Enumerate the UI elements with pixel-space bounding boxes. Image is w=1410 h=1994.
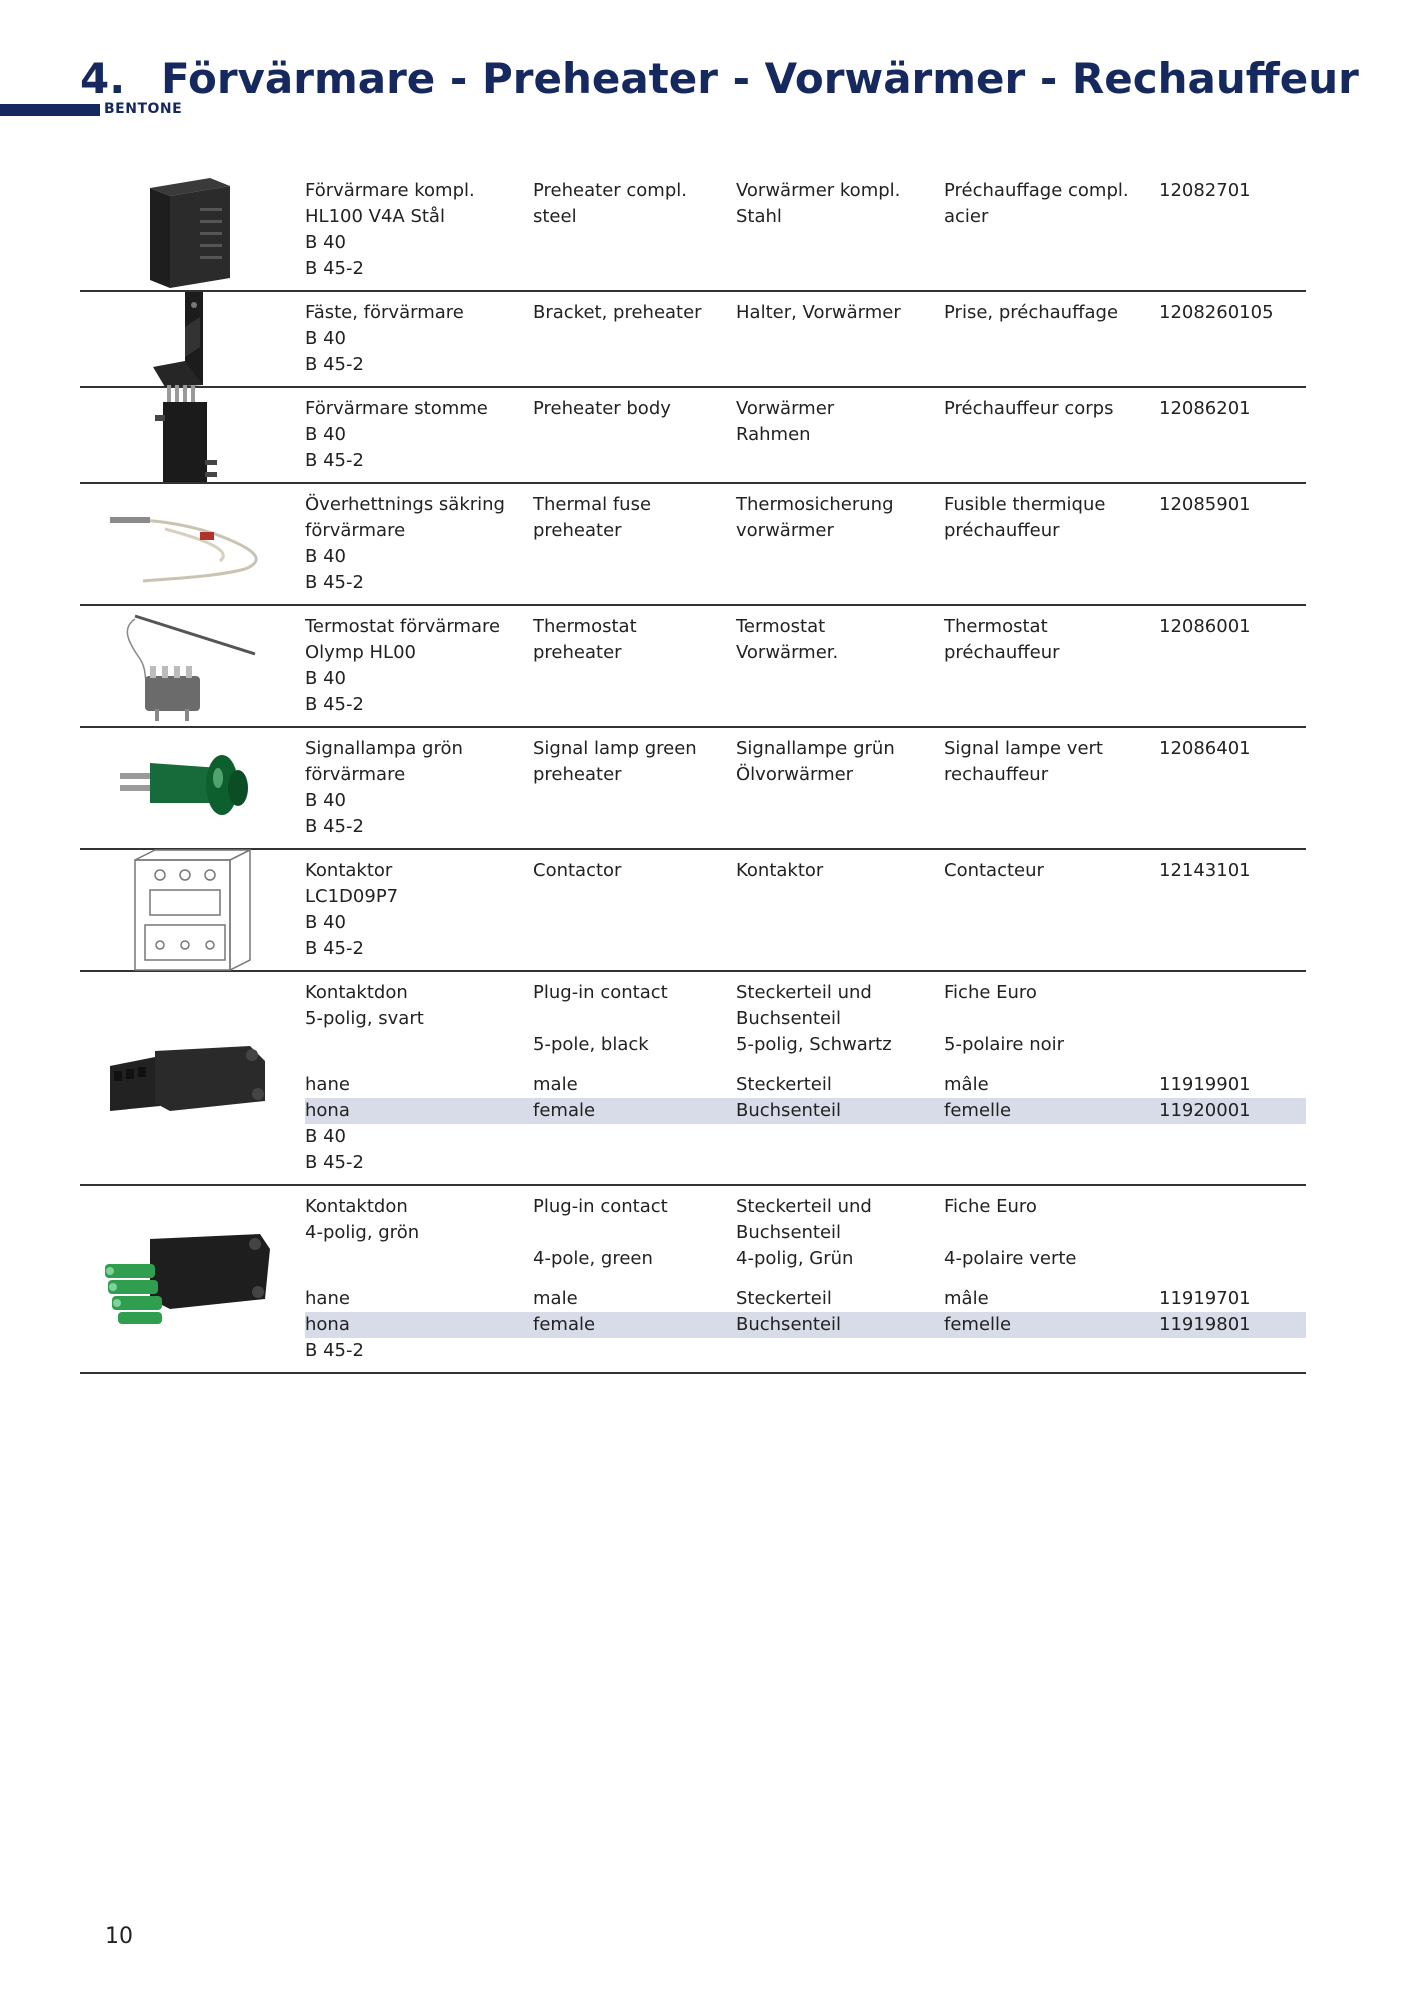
english-cell: steel xyxy=(533,206,577,227)
swedish-cell: B 45-2 xyxy=(305,816,364,837)
table-row xyxy=(305,1286,1306,1312)
part-number-cell: 11919801 xyxy=(1159,1314,1251,1335)
german-cell: Buchsenteil xyxy=(736,1008,842,1029)
french-cell: Fusible thermique xyxy=(944,494,1106,515)
table-row xyxy=(305,762,1306,788)
french-cell: Préchauffage compl. xyxy=(944,180,1129,201)
part-number-cell: 12143101 xyxy=(1159,860,1251,881)
english-cell: Thermal fuse xyxy=(533,494,652,515)
table-row xyxy=(305,910,1306,936)
table-row xyxy=(305,788,1306,814)
preheater-box-icon xyxy=(80,170,290,290)
english-cell: Bracket, preheater xyxy=(533,302,702,323)
swedish-cell: förvärmare xyxy=(305,764,406,785)
table-row xyxy=(305,884,1306,910)
table-row xyxy=(305,614,1306,640)
part-number-cell: 12085901 xyxy=(1159,494,1251,515)
swedish-cell: hona xyxy=(305,1100,350,1121)
table-row xyxy=(305,300,1306,326)
french-cell: 5-polaire noir xyxy=(944,1034,1065,1055)
swedish-cell: B 45-2 xyxy=(305,1152,364,1173)
german-cell: Buchsenteil xyxy=(736,1100,842,1121)
english-cell: preheater xyxy=(533,520,622,541)
part-number-cell: 12086001 xyxy=(1159,616,1251,637)
german-cell: Stahl xyxy=(736,206,782,227)
brand-logo: BENTONE xyxy=(104,101,183,117)
swedish-cell: LC1D09P7 xyxy=(305,886,399,907)
swedish-cell: B 45-2 xyxy=(305,694,364,715)
swedish-cell: Fäste, förvärmare xyxy=(305,302,464,323)
swedish-cell: Överhettnings säkring xyxy=(305,494,505,515)
swedish-cell: Termostat förvärmare xyxy=(305,616,501,637)
swedish-cell: B 40 xyxy=(305,546,346,567)
english-cell: Plug-in contact xyxy=(533,1196,668,1217)
french-cell: 4-polaire verte xyxy=(944,1248,1077,1269)
swedish-cell: B 40 xyxy=(305,232,346,253)
table-row xyxy=(305,858,1306,884)
table-row xyxy=(305,1032,1306,1072)
german-cell: Thermosicherung xyxy=(736,494,894,515)
swedish-cell: Kontaktdon xyxy=(305,1196,408,1217)
english-cell: Plug-in contact xyxy=(533,982,668,1003)
catalog-section xyxy=(80,292,1306,388)
table-row xyxy=(305,1338,1306,1364)
thermal-fuse-icon xyxy=(80,484,290,604)
table-row xyxy=(305,1006,1306,1032)
swedish-cell: Förvärmare kompl. xyxy=(305,180,475,201)
table-row xyxy=(305,736,1306,762)
french-cell: Fiche Euro xyxy=(944,1196,1037,1217)
table-row xyxy=(305,936,1306,962)
german-cell: Ölvorwärmer xyxy=(736,764,854,785)
french-cell: Thermostat xyxy=(944,616,1048,637)
german-cell: Steckerteil xyxy=(736,1288,832,1309)
catalog-section xyxy=(80,972,1306,1186)
english-cell: preheater xyxy=(533,642,622,663)
german-cell: Signallampe grün xyxy=(736,738,895,759)
thermostat-icon xyxy=(80,606,290,726)
swedish-cell: Kontaktdon xyxy=(305,982,408,1003)
catalog-section xyxy=(80,1186,1306,1374)
swedish-cell: HL100 V4A Stål xyxy=(305,206,445,227)
table-row xyxy=(305,1072,1306,1098)
table-row xyxy=(305,814,1306,840)
catalog-section xyxy=(80,606,1306,728)
english-cell: 5-pole, black xyxy=(533,1034,649,1055)
english-cell: male xyxy=(533,1288,578,1309)
english-cell: female xyxy=(533,1100,596,1121)
catalog-section xyxy=(80,388,1306,484)
swedish-cell: förvärmare xyxy=(305,520,406,541)
contactor-icon xyxy=(80,850,290,970)
table-row xyxy=(305,492,1306,518)
parts-catalog xyxy=(80,170,1306,1374)
table-row xyxy=(305,692,1306,718)
german-cell: Halter, Vorwärmer xyxy=(736,302,901,323)
german-cell: Steckerteil und xyxy=(736,1196,872,1217)
preheater-body-icon xyxy=(80,388,290,482)
german-cell: Vorwärmer kompl. xyxy=(736,180,901,201)
part-number-cell: 11919701 xyxy=(1159,1288,1251,1309)
swedish-cell: B 40 xyxy=(305,668,346,689)
swedish-cell: Olymp HL00 xyxy=(305,642,416,663)
table-row xyxy=(305,544,1306,570)
page-number: 10 xyxy=(105,1924,133,1949)
plug-4pole-icon xyxy=(80,1186,290,1372)
table-row xyxy=(305,204,1306,230)
table-row xyxy=(305,256,1306,282)
table-row xyxy=(305,1150,1306,1176)
english-cell: Signal lamp green xyxy=(533,738,697,759)
french-cell: préchauffeur xyxy=(944,642,1060,663)
table-row xyxy=(305,518,1306,544)
swedish-cell: B 45-2 xyxy=(305,258,364,279)
table-row xyxy=(305,666,1306,692)
swedish-cell: B 40 xyxy=(305,912,346,933)
signal-lamp-icon xyxy=(80,728,290,848)
french-cell: Fiche Euro xyxy=(944,982,1037,1003)
swedish-cell: B 45-2 xyxy=(305,938,364,959)
german-cell: 5-polig, Schwartz xyxy=(736,1034,892,1055)
table-row xyxy=(305,1194,1306,1220)
french-cell: rechauffeur xyxy=(944,764,1049,785)
german-cell: Vorwärmer xyxy=(736,398,835,419)
plug-5pole-icon xyxy=(80,972,290,1184)
swedish-cell: B 40 xyxy=(305,790,346,811)
header-accent-bar xyxy=(0,104,100,116)
english-cell: male xyxy=(533,1074,578,1095)
part-number-cell: 12086401 xyxy=(1159,738,1251,759)
swedish-cell: hona xyxy=(305,1314,350,1335)
english-cell: Thermostat xyxy=(533,616,637,637)
page-title: Förvärmare - Preheater - Vorwärmer - Rechauffeur xyxy=(161,54,1359,103)
swedish-cell: Signallampa grön xyxy=(305,738,463,759)
swedish-cell: B 45-2 xyxy=(305,450,364,471)
german-cell: Termostat xyxy=(736,616,826,637)
part-number-cell: 11919901 xyxy=(1159,1074,1251,1095)
swedish-cell: Förvärmare stomme xyxy=(305,398,488,419)
swedish-cell: B 40 xyxy=(305,328,346,349)
swedish-cell: B 45-2 xyxy=(305,1340,364,1361)
table-row xyxy=(305,448,1306,474)
german-cell: Buchsenteil xyxy=(736,1222,842,1243)
bracket-icon xyxy=(80,292,290,386)
english-cell: 4-pole, green xyxy=(533,1248,653,1269)
table-row xyxy=(305,570,1306,596)
swedish-cell: Kontaktor xyxy=(305,860,393,881)
table-row xyxy=(305,1312,1306,1338)
table-row xyxy=(305,396,1306,422)
table-row xyxy=(305,178,1306,204)
part-number-cell: 12082701 xyxy=(1159,180,1251,201)
section-number: 4. xyxy=(80,54,126,103)
swedish-cell: 4-polig, grön xyxy=(305,1222,420,1243)
english-cell: Preheater body xyxy=(533,398,671,419)
table-row xyxy=(305,326,1306,352)
catalog-section xyxy=(80,484,1306,606)
french-cell: Préchauffeur corps xyxy=(944,398,1114,419)
table-row xyxy=(305,1124,1306,1150)
swedish-cell: B 40 xyxy=(305,424,346,445)
catalog-section xyxy=(80,850,1306,972)
french-cell: Contacteur xyxy=(944,860,1044,881)
german-cell: 4-polig, Grün xyxy=(736,1248,854,1269)
part-number-cell: 12086201 xyxy=(1159,398,1251,419)
swedish-cell: B 40 xyxy=(305,1126,346,1147)
english-cell: Contactor xyxy=(533,860,622,881)
german-cell: vorwärmer xyxy=(736,520,834,541)
table-row xyxy=(305,230,1306,256)
french-cell: Signal lampe vert xyxy=(944,738,1103,759)
catalog-section xyxy=(80,170,1306,292)
table-row xyxy=(305,1220,1306,1246)
french-cell: acier xyxy=(944,206,989,227)
french-cell: mâle xyxy=(944,1288,989,1309)
german-cell: Steckerteil xyxy=(736,1074,832,1095)
german-cell: Kontaktor xyxy=(736,860,824,881)
table-row xyxy=(305,640,1306,666)
table-row xyxy=(305,422,1306,448)
french-cell: Prise, préchauffage xyxy=(944,302,1119,323)
german-cell: Buchsenteil xyxy=(736,1314,842,1335)
part-number-cell: 11920001 xyxy=(1159,1100,1251,1121)
german-cell: Vorwärmer. xyxy=(736,642,839,663)
table-row xyxy=(305,1246,1306,1286)
swedish-cell: B 45-2 xyxy=(305,354,364,375)
table-row xyxy=(305,352,1306,378)
table-row xyxy=(305,1098,1306,1124)
german-cell: Steckerteil und xyxy=(736,982,872,1003)
english-cell: Preheater compl. xyxy=(533,180,687,201)
french-cell: préchauffeur xyxy=(944,520,1060,541)
french-cell: femelle xyxy=(944,1100,1012,1121)
part-number-cell: 1208260105 xyxy=(1159,302,1274,323)
french-cell: femelle xyxy=(944,1314,1012,1335)
french-cell: mâle xyxy=(944,1074,989,1095)
catalog-section xyxy=(80,728,1306,850)
swedish-cell: hane xyxy=(305,1288,350,1309)
german-cell: Rahmen xyxy=(736,424,811,445)
swedish-cell: 5-polig, svart xyxy=(305,1008,424,1029)
swedish-cell: B 45-2 xyxy=(305,572,364,593)
table-row xyxy=(305,980,1306,1006)
swedish-cell: hane xyxy=(305,1074,350,1095)
english-cell: preheater xyxy=(533,764,622,785)
english-cell: female xyxy=(533,1314,596,1335)
